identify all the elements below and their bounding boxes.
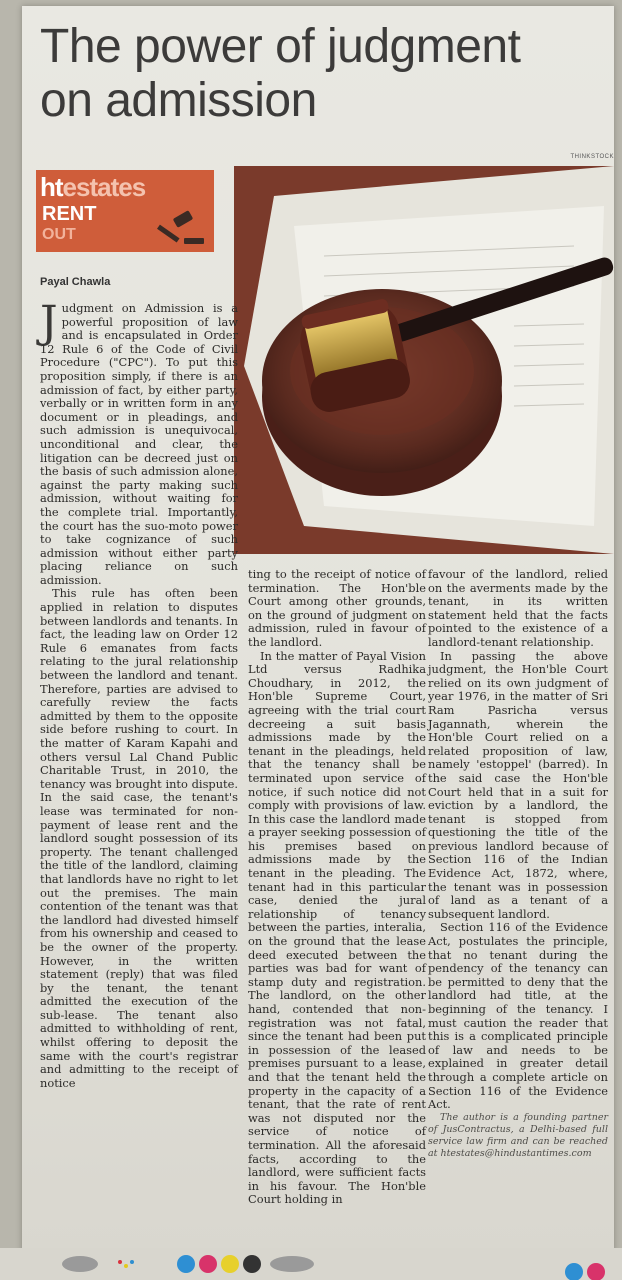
newspaper-page (22, 6, 614, 1252)
headline (40, 20, 614, 128)
gavel-icon (156, 208, 206, 248)
article-paragraph: In passing the above judgment, the Hon'ble Court relied on its own judgment of year 1976, in the matter of Sri Ram Pasricha versus Jagannath, wherein the Hon'ble Court relied on a related proposition of law, namely 'estoppel' (barred). In the said case the Hon'ble Court held that in a suit for eviction by a landlord, the tenant is stopped from questioning the title of the previous landlord because of Section 116 of the Indian Evidence Act, 1872, where, the tenant was in possession of land as a tenant of a subsequent landlord. (428, 648, 608, 921)
print-color-bar (0, 1248, 622, 1280)
article-column-3 (428, 568, 608, 1160)
logo-out: OUT (42, 226, 76, 243)
article-paragraph: Judgment on Admission is a powerful proposition of law and is encapsulated in Order 12 Rule 6 of the Code of Civil Procedure ("CPC"). To put this proposition simply, if there is an admission of fact, by either party, verbally or in written form in any document or in pleadings, and such admission is unequivocal, unconditional and clear, the litigation can be decreed just on the basis of such admission alone, against the party making such admission, without waiting for the complete trial. Importantly, the court has the suo-moto power to take cognizance of such admission without either party placing reliance on such admission. (40, 297, 238, 587)
article-paragraph: ting to the receipt of notice of termination. The Hon'ble Court among other grounds, on the ground of judgment on admission, ruled in favour of the landlord. (248, 567, 426, 649)
gavel-photo (234, 166, 614, 554)
gavel-illustration (234, 166, 614, 554)
article-column-2 (248, 568, 426, 1207)
photo-credit: THINKSTOCK (570, 154, 614, 160)
article-paragraph: This rule has often been applied in relation to disputes between landlords and tenants. In fact, the leading law on Order 12 Rule 6 emanates from facts relating to the jural relationship between the landlord and tenant. Therefore, parties are advised to carefully review the facts admitted by them to the opposite side before rushing to court. In the matter of Karam Kapahi and others versul Lal Chand Public Charitable Trust, in 2010, the tenancy was brought into dispute. In the said case, the tenant's lease was terminated for non-payment of lease rent and the landlord sought possession of its property. The tenant challenged the title of the landlord, claiming that landlords have no right to let out the premises. The main contention of the tenant was that the landlord had divested himself from his ownership and ceased to be the owner of the property. However, in the written statement (reply) that was filed by the tenant, the tenant admitted the execution of the sub-lease. The tenant also admitted to withholding of rent, whilst offering to deposit the same with the court's registrar and admitting to the receipt of notice (40, 586, 238, 1090)
drop-cap: J (40, 297, 58, 348)
headline-line-1: The power of judgment (40, 20, 521, 73)
logo-ht: ht (40, 172, 63, 202)
headline-line-2: on admission (40, 74, 317, 127)
logo-rent: RENT (42, 203, 97, 225)
article-column-1 (40, 297, 238, 1090)
byline: Payal Chawla (40, 276, 111, 288)
article-paragraph: favour of the landlord, relied on the averments made by the tenant, in its written statement held that the facts pointed to the existence of a landlord-tenant relationship. (428, 567, 608, 649)
author-note: The author is a founding partner of JusContractus, a Delhi-based full service law firm and can be reached at htestates@hindustantimes.com (428, 1111, 608, 1159)
article-paragraph: Section 116 of the Evidence Act, postulates the principle, that no tenant during the pendency of the tenancy can be permitted to deny that the landlord had title, at the beginning of the tenancy. I must caution the reader that this is a complicated principle of law and needs to be explained in greater detail through a complete article on Section 116 of the Evidence Act. (428, 920, 608, 1112)
article-paragraph: In the matter of Payal Vision Ltd versus Radhika Choudhary, in 2012, the Hon'ble Supreme Court, agreeing with the trial court decreeing a suit basis admissions made by the tenant in the pleadings, held that the tenancy shall be terminated upon service of notice, if such notice did not comply with provisions of law. In this case the landlord made a prayer seeking possession of his premises based on admissions made by the tenant in the pleading. The tenant had in this particular case, denied the jural relationship of tenancy between the parties, interalia, on the ground that the lease deed executed between the parties was bad for want of stamp duty and registration. The landlord, on the other hand, contended that non-registration was not fatal, since the tenant had been put in possession of the leased premises pursuant to a lease, and that the tenant held the property in the capacity of a tenant, that the rate of rent was not disputed nor the service of notice of termination. All the aforesaid facts, according to the landlord, were sufficient facts in his favour. The Hon'ble Court holding in (248, 648, 426, 1207)
ht-estates-logo (36, 170, 214, 252)
logo-estates: estates (62, 172, 146, 202)
